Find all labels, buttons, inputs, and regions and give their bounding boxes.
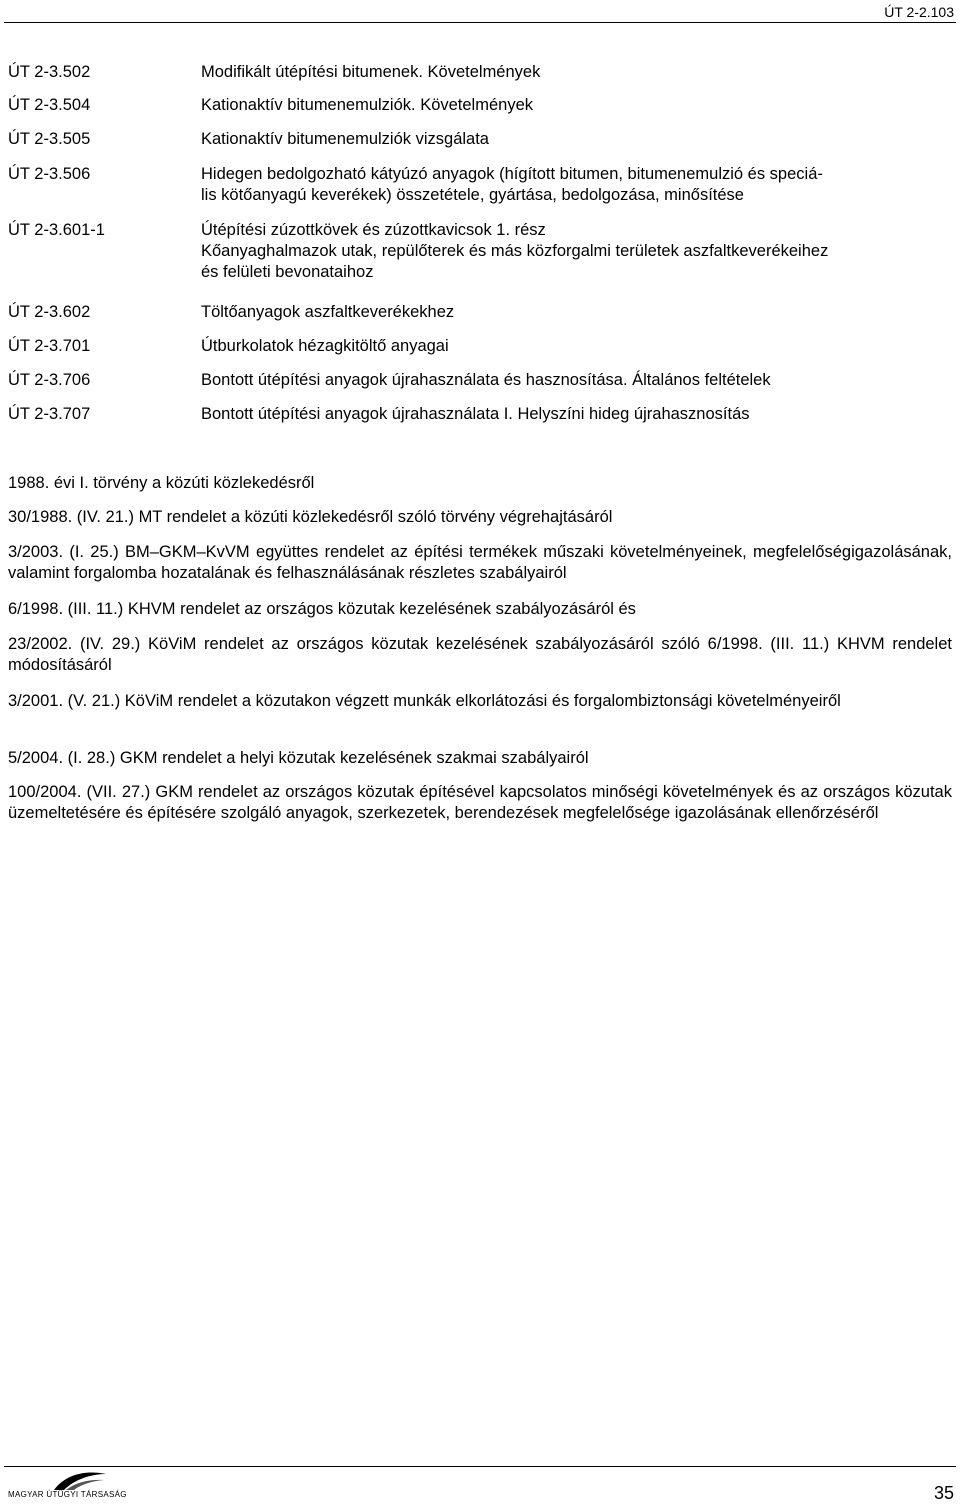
document-code: ÚT 2-2.103 (884, 4, 954, 20)
standard-title-line: és felületi bevonataihoz (201, 263, 374, 281)
regulation-item: 100/2004. (VII. 27.) GKM rendelet az országos közutak építésével kapcsolatos minőségi követelmények és az országos közutak üzemeltetésére és építésére szolgáló anyagok, szerkezetek, berendezések megfelelősége igazolásának ellenőrzéséről (8, 783, 952, 822)
standard-code: ÚT 2-3.601-1 (8, 221, 105, 239)
standard-title (201, 370, 953, 391)
standard-title (201, 129, 953, 150)
regulation-item: 6/1998. (III. 11.) KHVM rendelet az országos közutak kezelésének szabályozásáról és (8, 600, 636, 618)
standard-title-line: Bontott útépítési anyagok újrahasználata I. Helyszíni hideg újrahasznosítás (201, 405, 750, 423)
standard-title (201, 404, 953, 425)
standard-title (201, 220, 953, 283)
footer-divider (4, 1466, 956, 1467)
standard-title-line: Kationaktív bitumenemulziók vizsgálata (201, 130, 489, 148)
publisher-name: MAGYAR ÚTÜGYI TÁRSASÁG (8, 1490, 127, 1499)
standard-code: ÚT 2-3.504 (8, 96, 91, 114)
standard-title (201, 164, 953, 206)
standard-code: ÚT 2-3.506 (8, 165, 91, 183)
standard-title-line: Modifikált útépítési bitumenek. Követelmények (201, 63, 541, 81)
standard-title (201, 62, 953, 83)
standard-code: ÚT 2-3.706 (8, 371, 91, 389)
standard-title-line: Kationaktív bitumenemulziók. Követelmények (201, 96, 533, 114)
standard-title-line: Útépítési zúzottkövek és zúzottkavicsok 1. rész (201, 221, 546, 239)
regulation-item: 3/2003. (I. 25.) BM–GKM–KvVM együttes rendelet az építési termékek műszaki követelményeinek, megfelelőségigazolásának, valamint forgalomba hozatalának és felhasználásának részletes szabályairól (8, 543, 952, 582)
standard-title-line: Töltőanyagok aszfaltkeverékekhez (201, 303, 455, 321)
publisher-logo (6, 1470, 152, 1500)
standard-title-line: Útburkolatok hézagkitöltő anyagai (201, 337, 449, 355)
standard-title (201, 336, 953, 357)
regulation-item: 23/2002. (IV. 29.) KöViM rendelet az országos közutak kezelésének szabályozásáról szóló 6/1998. (III. 11.) KHVM rendelet módosításáról (8, 635, 952, 674)
standard-code: ÚT 2-3.502 (8, 63, 91, 81)
page-number: 35 (933, 1483, 954, 1503)
standard-code: ÚT 2-3.707 (8, 405, 91, 423)
road-society-logo-icon (52, 1470, 108, 1492)
standard-title-line: Bontott útépítési anyagok újrahasználata és hasznosítása. Általános feltételek (201, 371, 771, 389)
standard-title-line: lis kötőanyagú keverékek) összetétele, gyártása, bedolgozása, minősítése (201, 186, 744, 204)
regulation-item: 30/1988. (IV. 21.) MT rendelet a közúti közlekedésről szóló törvény végrehajtásáról (8, 508, 613, 526)
standard-title-line: Kőanyaghalmazok utak, repülőterek és más közforgalmi területek aszfaltkeverékeihez (201, 242, 829, 260)
header-divider (4, 22, 956, 23)
regulation-item: 3/2001. (V. 21.) KöViM rendelet a közutakon végzett munkák elkorlátozási és forgalombiztonsági követelményeiről (8, 692, 841, 710)
regulation-item: 1988. évi I. törvény a közúti közlekedésről (8, 474, 315, 492)
standard-title-line: Hidegen bedolgozható kátyúzó anyagok (hígított bitumen, bitumenemulzió és speciá- (201, 165, 823, 183)
regulation-item: 5/2004. (I. 28.) GKM rendelet a helyi közutak kezelésének szakmai szabályairól (8, 749, 589, 767)
standard-code: ÚT 2-3.505 (8, 130, 91, 148)
standard-code: ÚT 2-3.701 (8, 337, 91, 355)
standard-title (201, 95, 953, 116)
standard-code: ÚT 2-3.602 (8, 303, 91, 321)
standard-title (201, 302, 953, 323)
